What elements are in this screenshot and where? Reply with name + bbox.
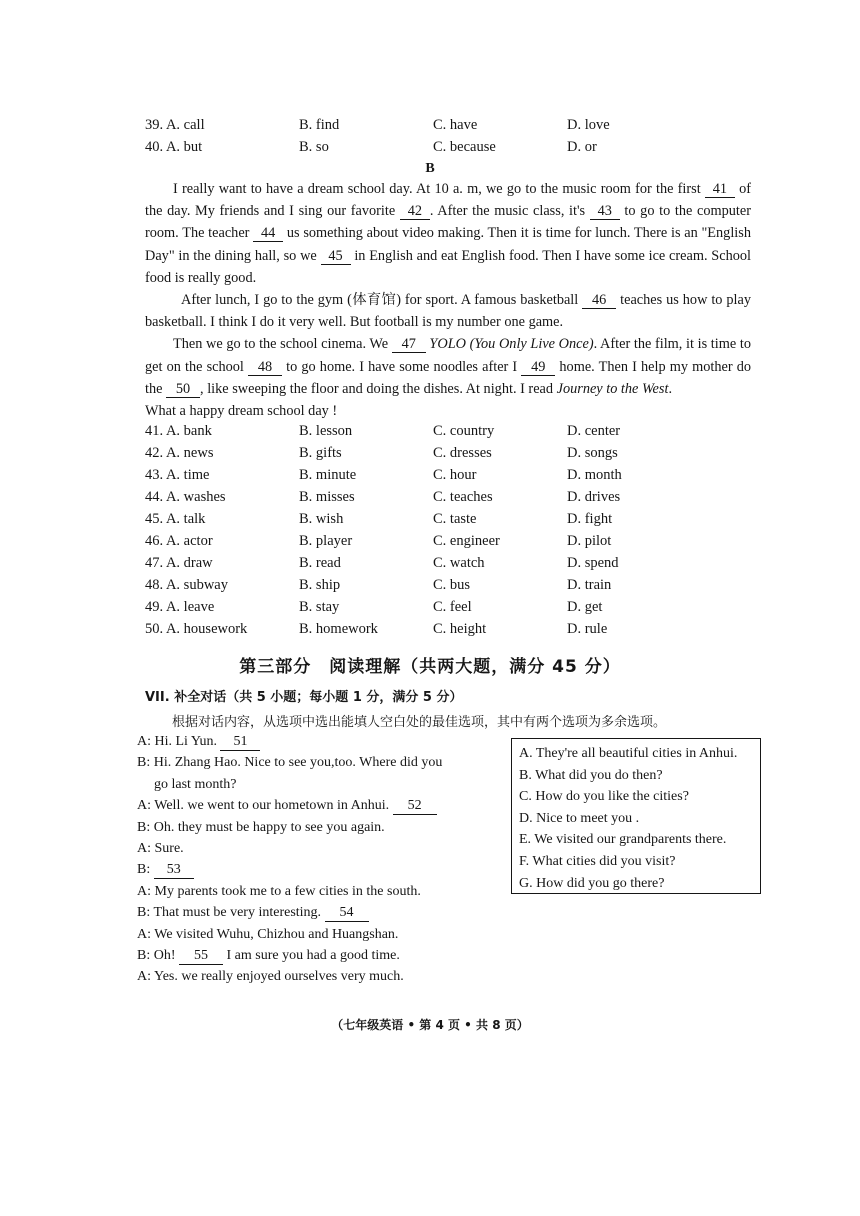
part3-title: 第三部分 阅读理解（共两大题，满分 45 分） (239, 657, 621, 677)
option-b[interactable]: B. wish (299, 511, 344, 527)
option-row-44 (145, 489, 745, 511)
option-row-48 (145, 577, 745, 599)
paragraph-1: I really want to have a dream school day. At 10 a. m, we go to the music room for the first 41 of the day. My friends and I sing our favorite 42 . After the music class, it's 43 to go to the computer room. The teacher 44 us something about video making. Then it is time for lunch. There is an "English Day" in the dining hall, so we 45 in English and eat English food. Then I have some ice cream. School food is really good. (145, 181, 751, 286)
option-b: B. find (299, 117, 340, 133)
option-c[interactable]: C. teaches (433, 489, 493, 505)
option-b[interactable]: B. lesson (299, 423, 353, 439)
dialog-line: B: Oh. they must be happy to see you again. (137, 819, 385, 835)
option-c[interactable]: C. watch (433, 555, 485, 571)
option-row-43 (145, 467, 745, 489)
blank-46[interactable]: 46 (582, 292, 616, 309)
option-row-50 (145, 621, 745, 643)
option-b[interactable]: B. gifts (299, 445, 342, 461)
page-footer: （七年级英语 • 第 4 页 • 共 8 页） (331, 1018, 529, 1032)
option-d[interactable]: D. songs (567, 445, 618, 461)
dialog-line: B: That must be very interesting. 54 (137, 902, 507, 923)
option-c: C. have (433, 117, 478, 133)
option-d[interactable]: D. pilot (567, 533, 612, 549)
blank-52[interactable]: 52 (393, 798, 437, 815)
blank-42[interactable]: 42 (400, 203, 430, 220)
blank-55[interactable]: 55 (179, 948, 223, 965)
option-c[interactable]: C. country (433, 423, 495, 439)
dialog-line: A: Yes. we really enjoyed ourselves very much. (137, 969, 404, 985)
option-b[interactable]: B. misses (299, 489, 355, 505)
answer-option-e[interactable]: E. We visited our grandparents there. (519, 832, 727, 848)
option-a[interactable]: 47. A. draw (145, 555, 213, 571)
book-title: Journey to the West (556, 380, 669, 397)
option-c[interactable]: C. feel (433, 599, 472, 615)
option-c[interactable]: C. bus (433, 577, 471, 593)
option-a[interactable]: 50. A. housework (145, 621, 248, 637)
option-row-42 (145, 445, 745, 467)
section7-title: VII. 补全对话（共 5 小题；每小题 1 分，满分 5 分） (145, 690, 463, 705)
blank-47[interactable]: 47 (392, 336, 426, 353)
option-b[interactable]: B. stay (299, 599, 340, 615)
option-a[interactable]: 46. A. actor (145, 533, 213, 549)
answer-option-d[interactable]: D. Nice to meet you . (519, 810, 640, 826)
option-row-45 (145, 511, 745, 533)
option-d[interactable]: D. rule (567, 621, 608, 637)
dialog-line: B: 53 (137, 859, 507, 880)
blank-54[interactable]: 54 (325, 905, 369, 922)
option-b[interactable]: B. ship (299, 577, 341, 593)
option-b[interactable]: B. homework (299, 621, 378, 637)
paragraph-2: After lunch, I go to the gym (体育馆) for sport. A famous basketball 46 teaches us how to play basketball. I think I do it very well. But football is my number one game. (145, 292, 751, 331)
option-d: D. love (567, 117, 610, 133)
option-row-46 (145, 533, 745, 555)
blank-48[interactable]: 48 (248, 359, 282, 376)
option-d[interactable]: D. fight (567, 511, 613, 527)
blank-41[interactable]: 41 (705, 181, 735, 198)
answer-option-a[interactable]: A. They're all beautiful cities in Anhui. (519, 746, 738, 761)
option-a[interactable]: 45. A. talk (145, 511, 206, 527)
dialog-line: B: Hi. Zhang Hao. Nice to see you,too. Where did you (137, 755, 443, 771)
option-a[interactable]: 49. A. leave (145, 599, 215, 615)
section-b-title: B (425, 161, 435, 176)
dialog-line: A: Sure. (137, 841, 184, 857)
dialog-line: go last month? (154, 776, 237, 792)
paragraph-closing: What a happy dream school day ! (145, 403, 338, 420)
dialog (137, 731, 507, 988)
answer-options-box (511, 738, 761, 894)
answer-option-c[interactable]: C. How do you like the cities? (519, 789, 689, 805)
blank-44[interactable]: 44 (253, 225, 283, 242)
option-c[interactable]: C. dresses (433, 445, 492, 461)
option-a[interactable]: 48. A. subway (145, 577, 228, 593)
option-row-39 (145, 117, 745, 139)
option-row-47 (145, 555, 745, 577)
option-b[interactable]: B. player (299, 533, 353, 549)
blank-45[interactable]: 45 (321, 248, 351, 265)
blank-51[interactable]: 51 (220, 734, 260, 751)
blank-49[interactable]: 49 (521, 359, 555, 376)
option-d[interactable]: D. spend (567, 555, 619, 571)
dialog-line: B: Oh! 55 I am sure you had a good time. (137, 948, 400, 964)
option-d[interactable]: D. train (567, 577, 612, 593)
paragraph-3: Then we go to the school cinema. We 47 YOLO (You Only Live Once). After the film, it is time to get on the school 48 to go home. I have some noodles after I 49 home. Then I help my mother do the 50 , like sweeping the floor and doing the dishes. At night. I read Journey to the West. (145, 336, 751, 397)
option-d[interactable]: D. get (567, 599, 603, 615)
option-c: C. because (433, 139, 496, 155)
option-d[interactable]: D. center (567, 423, 621, 439)
option-row-41 (145, 423, 745, 445)
blank-43[interactable]: 43 (590, 203, 620, 220)
option-d: D. or (567, 139, 597, 155)
option-a[interactable]: 44. A. washes (145, 489, 226, 505)
option-c[interactable]: C. engineer (433, 533, 500, 549)
option-b[interactable]: B. read (299, 555, 341, 571)
option-c[interactable]: C. taste (433, 511, 477, 527)
answer-option-b[interactable]: B. What did you do then? (519, 767, 663, 783)
option-c[interactable]: C. hour (433, 467, 477, 483)
cloze-passage (145, 178, 751, 422)
dialog-line: A: My parents took me to a few cities in the south. (137, 883, 421, 899)
dialog-line: A: We visited Wuhu, Chizhou and Huangshan. (137, 926, 399, 942)
option-a[interactable]: 42. A. news (145, 445, 214, 461)
dialog-line: A: Hi. Li Yun. 51 (137, 731, 507, 752)
option-a: 40. A. but (145, 139, 203, 155)
option-d[interactable]: D. month (567, 467, 622, 483)
blank-53[interactable]: 53 (154, 862, 194, 879)
option-row-40 (145, 139, 745, 161)
film-title: YOLO (You Only Live Once) (429, 336, 594, 353)
option-b: B. so (299, 139, 329, 155)
section7-instruction: 根据对话内容，从选项中选出能填人空白处的最佳选项，其中有两个选项为多余选项。 (172, 715, 667, 730)
option-c[interactable]: C. height (433, 621, 487, 637)
option-d[interactable]: D. drives (567, 489, 621, 505)
option-a[interactable]: 41. A. bank (145, 423, 212, 439)
option-row-49 (145, 599, 745, 621)
option-b[interactable]: B. minute (299, 467, 357, 483)
option-a[interactable]: 43. A. time (145, 467, 210, 483)
answer-option-g[interactable]: G. How did you go there? (519, 875, 665, 891)
answer-option-f[interactable]: F. What cities did you visit? (519, 853, 676, 869)
blank-50[interactable]: 50 (166, 381, 200, 398)
dialog-line: A: Well. we went to our hometown in Anhui. 52 (137, 795, 507, 816)
option-a: 39. A. call (145, 117, 205, 133)
